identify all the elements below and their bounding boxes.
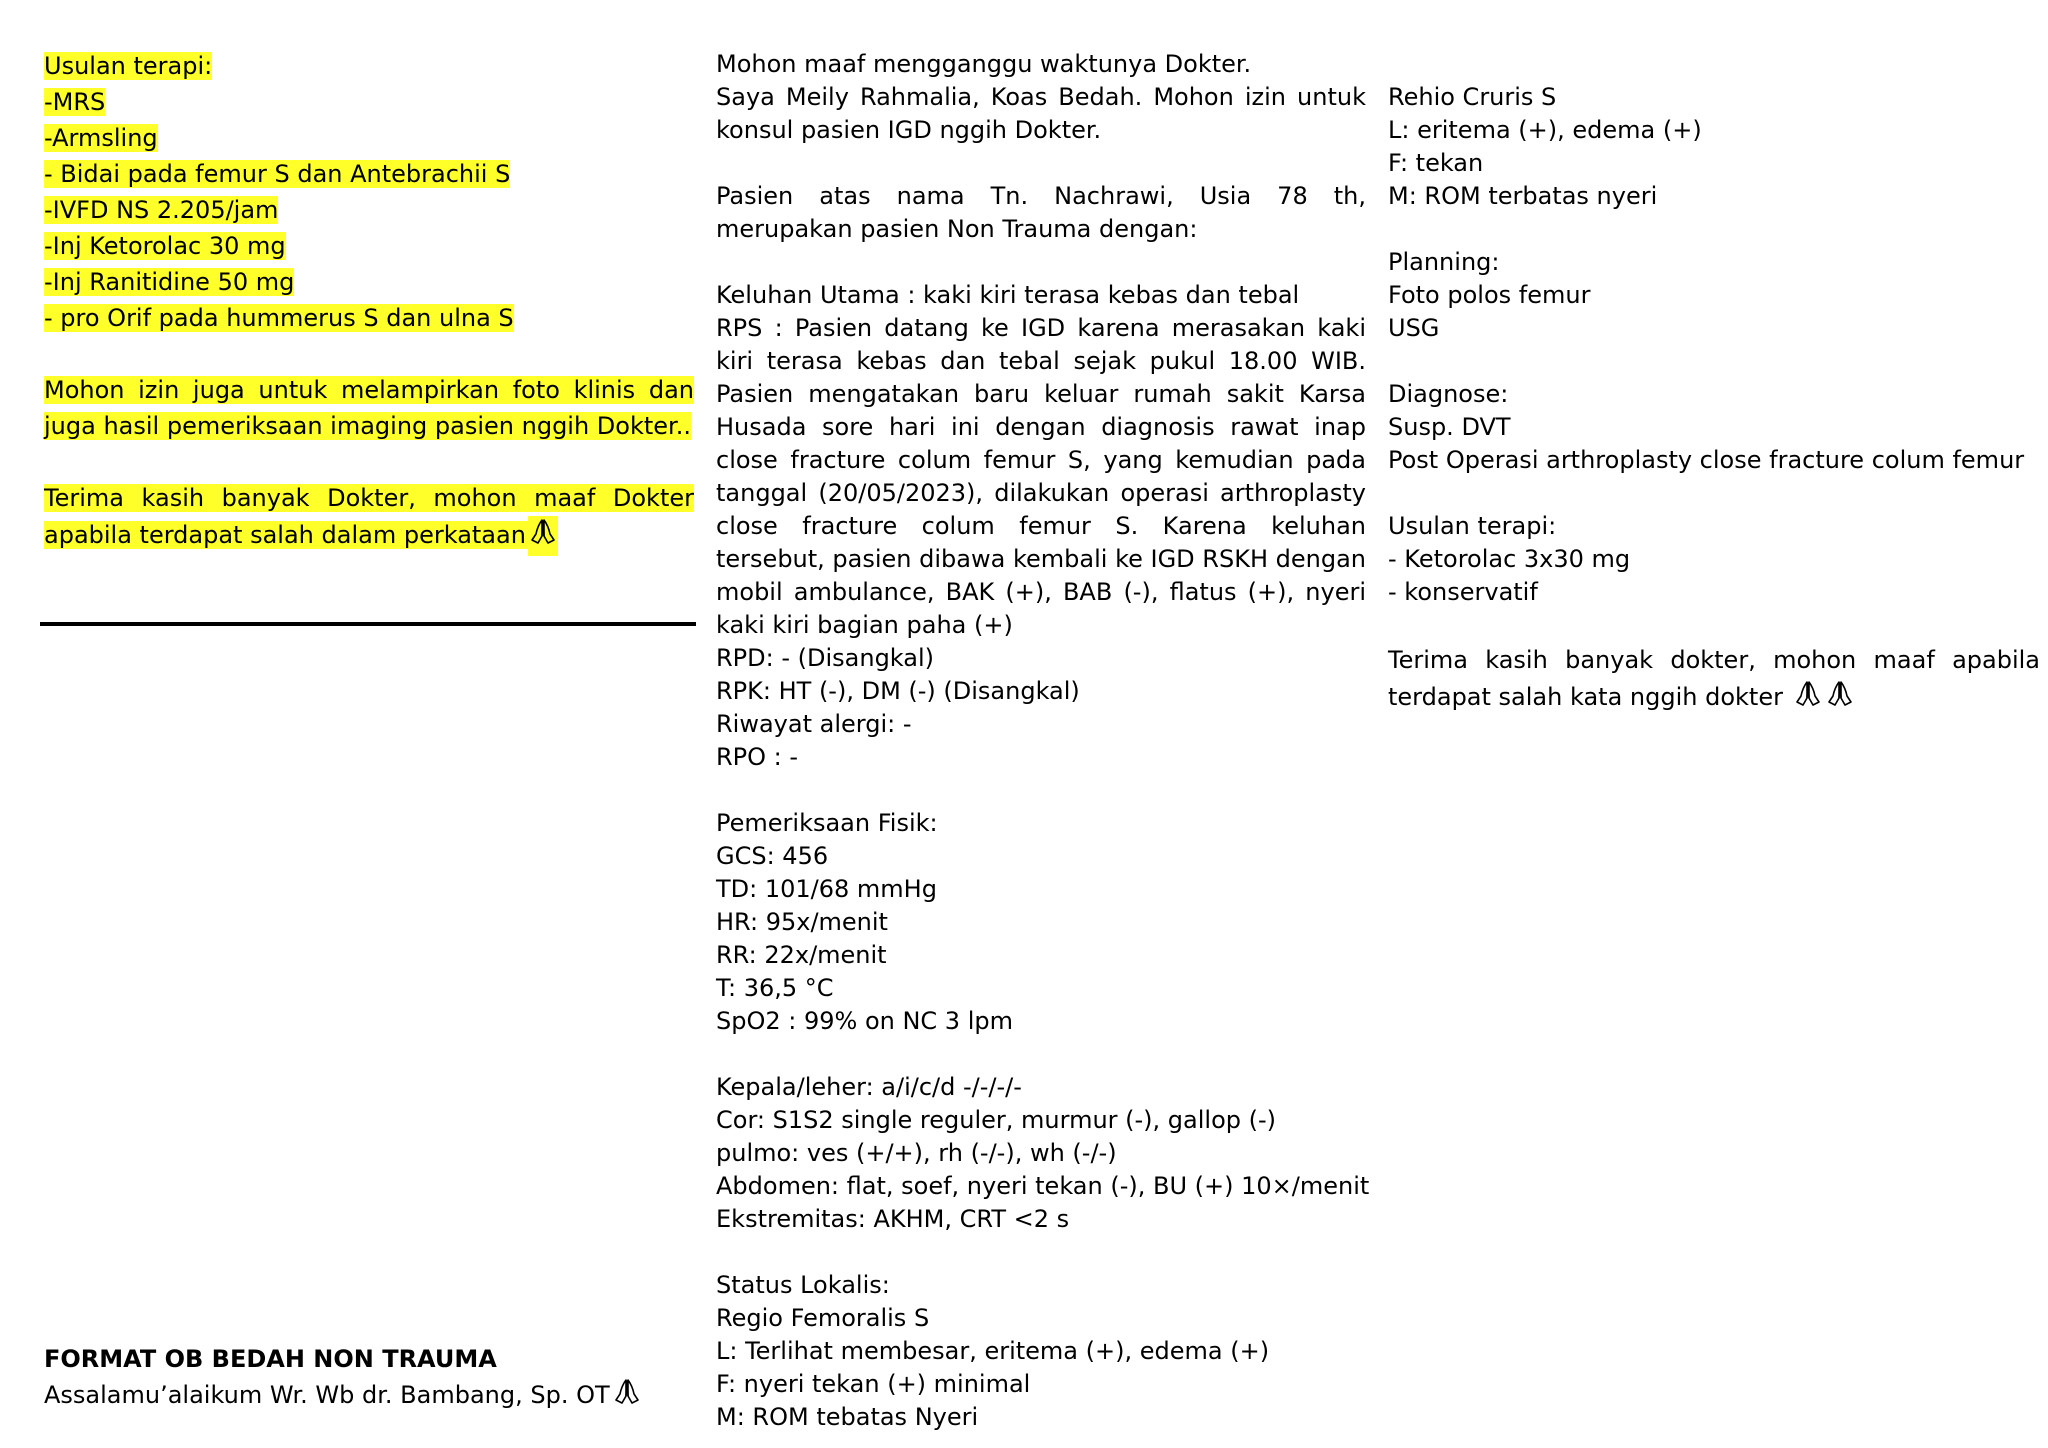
cruris-line: F: tekan	[1388, 149, 1484, 177]
planning-line: Foto polos femur	[1388, 281, 1591, 309]
therapy-line: - Bidai pada femur S dan Antebrachii S	[44, 160, 511, 188]
rps-paragraph: RPS : Pasien datang ke IGD karena merasakan kaki kiri terasa kebas dan tebal sejak pukul 18.00 WIB. Pasien mengatakan baru keluar rumah sakit Karsa Husada sore hari ini dengan diagnosis rawat inap close fracture colum femur S, yang kemudian pada tanggal (20/05/2023), dilakukan operasi arthroplasty close fracture colum femur S. Karena keluhan tersebut, pasien dibawa kembali ke IGD RSKH dengan mobil ambulance, BAK (+), BAB (-), flatus (+), nyeri kaki kiri bagian paha (+)	[716, 314, 1366, 639]
praying-hands-icon	[612, 1376, 642, 1416]
diagnose-line: Diagnose:	[1388, 380, 1509, 408]
planning-line: Planning:	[1388, 248, 1500, 276]
therapy-line: - Ketorolac 3x30 mg	[1388, 545, 1631, 573]
physical-exam-line: HR: 95x/menit	[716, 908, 888, 936]
history-line: RPO : -	[716, 743, 799, 771]
middle-column	[716, 48, 1370, 1434]
system-exam-line: pulmo: ves (+/+), rh (-/-), wh (-/-)	[716, 1139, 1117, 1167]
intro-line: Mohon maaf mengganggu waktunya Dokter.	[716, 50, 1252, 78]
cruris-line: L: eritema (+), edema (+)	[1388, 116, 1702, 144]
physical-exam-line: T: 36,5 °C	[716, 974, 834, 1002]
local-status-line: M: ROM tebatas Nyeri	[716, 1403, 979, 1431]
section-divider	[40, 622, 696, 626]
therapy-line: -Inj Ranitidine 50 mg	[44, 268, 295, 296]
physical-exam-line: Pemeriksaan Fisik:	[716, 809, 938, 837]
physical-exam-line: RR: 22x/menit	[716, 941, 887, 969]
praying-hands-icon	[528, 516, 558, 556]
history-line: Riwayat alergi: -	[716, 710, 912, 738]
therapy-line: -Inj Ketorolac 30 mg	[44, 232, 286, 260]
therapy-line: Usulan terapi:	[44, 52, 213, 80]
therapy-line: -MRS	[44, 88, 106, 116]
footer	[44, 1342, 694, 1416]
praying-hands-icon	[1793, 678, 1823, 718]
left-column	[44, 48, 694, 556]
closing-thanks: Terima kasih banyak dokter, mohon maaf apabila terdapat salah kata nggih dokter	[1388, 642, 2040, 718]
system-exam-line: Cor: S1S2 single reguler, murmur (-), gallop (-)	[716, 1106, 1277, 1134]
therapy-line: - pro Orif pada hummerus S dan ulna S	[44, 304, 514, 332]
diagnose-line: Susp. DVT	[1388, 413, 1511, 441]
cruris-line: M: ROM terbatas nyeri	[1388, 182, 1658, 210]
therapy-line: -Armsling	[44, 124, 158, 152]
physical-exam-line: TD: 101/68 mmHg	[716, 875, 937, 903]
physical-exam-line: SpO2 : 99% on NC 3 lpm	[716, 1007, 1013, 1035]
right-column	[1388, 81, 2040, 718]
therapy-line: Usulan terapi:	[1388, 512, 1557, 540]
greeting: Assalamu’alaikum Wr. Wb dr. Bambang, Sp. OT	[44, 1376, 694, 1416]
chief-complaint: Keluhan Utama : kaki kiri terasa kebas dan tebal	[716, 281, 1300, 309]
therapy-line: -IVFD NS 2.205/jam	[44, 196, 279, 224]
system-exam-line: Abdomen: flat, soef, nyeri tekan (-), BU (+) 10×/menit	[716, 1172, 1370, 1200]
diagnose-line: Post Operasi arthroplasty close fracture colum femur	[1388, 446, 2025, 474]
planning-line: USG	[1388, 314, 1440, 342]
local-status-line: F: nyeri tekan (+) minimal	[716, 1370, 1031, 1398]
physical-exam-line: GCS: 456	[716, 842, 829, 870]
closing-thanks: Terima kasih banyak Dokter, mohon maaf Dokter apabila terdapat salah dalam perkataan	[44, 480, 694, 556]
system-exam-line: Ekstremitas: AKHM, CRT <2 s	[716, 1205, 1070, 1233]
local-status-line: L: Terlihat membesar, eritema (+), edema (+)	[716, 1337, 1270, 1365]
cruris-line: Rehio Cruris S	[1388, 83, 1557, 111]
history-line: RPK: HT (-), DM (-) (Disangkal)	[716, 677, 1080, 705]
intro-paragraph: Saya Meily Rahmalia, Koas Bedah. Mohon izin untuk konsul pasien IGD nggih Dokter.	[716, 83, 1366, 144]
system-exam-line: Kepala/leher: a/i/c/d -/-/-/-	[716, 1073, 1022, 1101]
local-status-line: Regio Femoralis S	[716, 1304, 930, 1332]
format-title: FORMAT OB BEDAH NON TRAUMA	[44, 1345, 497, 1373]
history-line: RPD: - (Disangkal)	[716, 644, 935, 672]
therapy-line: - konservatif	[1388, 578, 1538, 606]
patient-intro: Pasien atas nama Tn. Nachrawi, Usia 78 th, merupakan pasien Non Trauma dengan:	[716, 182, 1366, 243]
praying-hands-icon	[1825, 678, 1855, 718]
attachment-request: Mohon izin juga untuk melampirkan foto klinis dan juga hasil pemeriksaan imaging pasien nggih Dokter..	[44, 376, 694, 440]
local-status-line: Status Lokalis:	[716, 1271, 890, 1299]
